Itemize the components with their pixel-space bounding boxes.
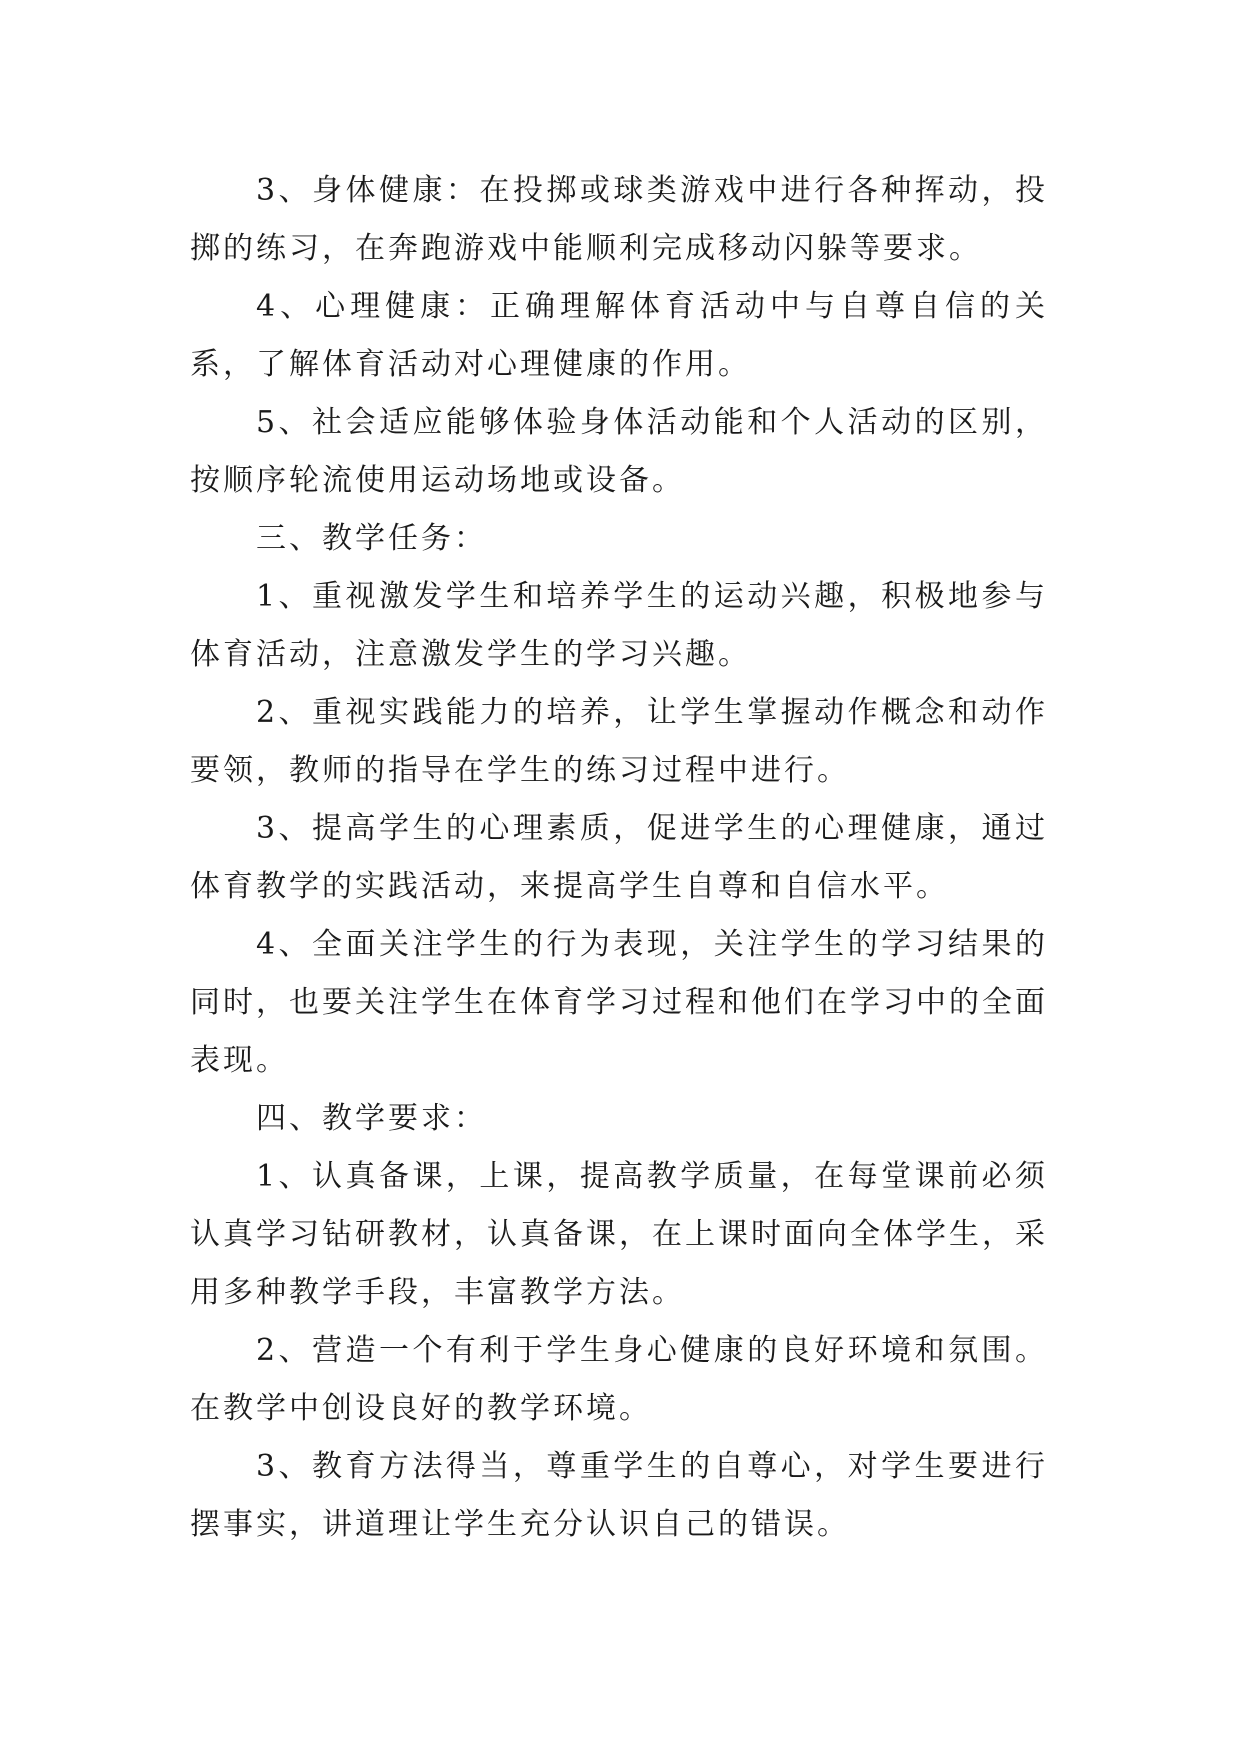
paragraph-mental-health: 4、心理健康：正确理解体育活动中与自尊自信的关系，了解体育活动对心理健康的作用。 xyxy=(190,289,1048,382)
paragraph-requirement-1: 1、认真备课，上课，提高教学质量，在每堂课前必须认真学习钻研教材，认真备课，在上课时面向全体学生，采用多种教学手段，丰富教学方法。 xyxy=(190,1159,1048,1310)
paragraph-task-4: 4、全面关注学生的行为表现，关注学生的学习结果的同时，也要关注学生在体育学习过程和他们在学习中的全面表现。 xyxy=(190,927,1048,1078)
paragraph-task-1: 1、重视激发学生和培养学生的运动兴趣，积极地参与体育活动，注意激发学生的学习兴趣。 xyxy=(190,579,1048,672)
paragraph-physical-health: 3、身体健康：在投掷或球类游戏中进行各种挥动，投掷的练习，在奔跑游戏中能顺利完成移动闪躲等要求。 xyxy=(190,173,1048,266)
document-body xyxy=(190,162,1048,1554)
paragraph-task-2: 2、重视实践能力的培养，让学生掌握动作概念和动作要领，教师的指导在学生的练习过程中进行。 xyxy=(190,695,1048,788)
section-heading-teaching-requirements: 四、教学要求： xyxy=(256,1101,487,1136)
paragraph-requirement-3: 3、教育方法得当，尊重学生的自尊心，对学生要进行摆事实，讲道理让学生充分认识自己的错误。 xyxy=(190,1449,1048,1542)
paragraph-requirement-2: 2、营造一个有利于学生身心健康的良好环境和氛围。在教学中创设良好的教学环境。 xyxy=(190,1333,1048,1426)
paragraph-social-adaptation: 5、社会适应能够体验身体活动能和个人活动的区别，按顺序轮流使用运动场地或设备。 xyxy=(190,405,1048,498)
section-heading-teaching-tasks: 三、教学任务： xyxy=(256,521,487,556)
paragraph-task-3: 3、提高学生的心理素质，促进学生的心理健康，通过体育教学的实践活动，来提高学生自尊和自信水平。 xyxy=(190,811,1048,904)
